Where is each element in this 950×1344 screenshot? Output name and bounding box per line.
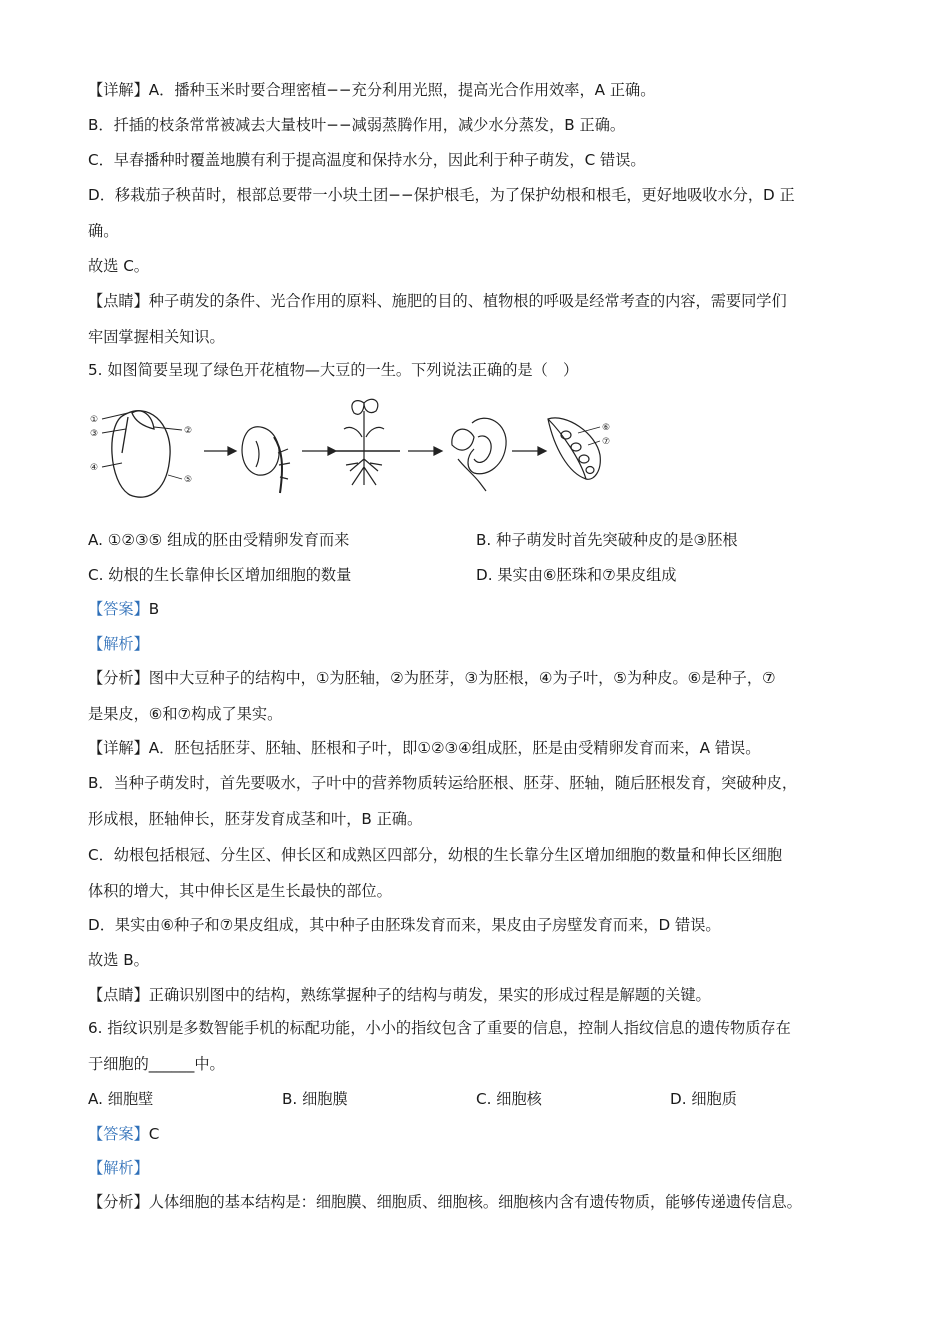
answer-label: 【答案】 [88, 600, 149, 618]
germinating-seed [242, 427, 290, 493]
arrow-2 [302, 447, 336, 455]
tip-5: 【点睛】正确识别图中的结构，熟练掌握种子的结构与萌发，果实的形成过程是解题的关键。 [88, 986, 711, 1004]
label-7: ⑦ [602, 437, 611, 447]
q6-option-d[interactable]: D. 细胞质 [670, 1090, 737, 1108]
tip-line-2: 牢固掌握相关知识。 [88, 328, 225, 346]
label-3: ③ [90, 429, 99, 439]
arrow-4 [512, 447, 546, 455]
detail-line-d-cont: 确。 [88, 222, 119, 240]
analysis-5-line-1: 【分析】图中大豆种子的结构中，①为胚轴，②为胚芽，③为胚根，④为子叶，⑤为种皮。⑥是种子，⑦ [88, 669, 776, 687]
question-6-line-2: 于细胞的______中。 [88, 1055, 225, 1073]
detail-5-b-cont: 形成根，胚轴伸长，胚芽发育成茎和叶，B 正确。 [88, 810, 423, 828]
detail-5-c: C．幼根包括根冠、分生区、伸长区和成熟区四部分，幼根的生长靠分生区增加细胞的数量和伸长区细胞 [88, 846, 783, 864]
analysis-header-6: 【解析】 [88, 1159, 149, 1177]
seedling [336, 399, 400, 485]
label-6: ⑥ [602, 423, 611, 433]
label-5: ⑤ [184, 475, 193, 485]
arrow-3 [408, 447, 442, 455]
choose-c: 故选 C。 [88, 257, 149, 275]
detail-5-d: D．果实由⑥种子和⑦果皮组成，其中种子由胚珠发育而来，果皮由子房壁发育而来，D 错误。 [88, 916, 721, 934]
analysis-5-line-2: 是果皮，⑥和⑦构成了果实。 [88, 705, 283, 723]
question-5: 5. 如图简要呈现了绿色开花植物—大豆的一生。下列说法正确的是（ ） [88, 361, 579, 379]
detail-line-c: C．早春播种时覆盖地膜有利于提高温度和保持水分，因此利于种子萌发，C 错误。 [88, 151, 646, 169]
question-6-line-1: 6. 指纹识别是多数智能手机的标配功能，小小的指纹包含了重要的信息，控制人指纹信息的遗传物质存在 [88, 1019, 791, 1037]
answer-5 [88, 599, 890, 619]
pod [548, 418, 600, 479]
flower [452, 418, 506, 491]
answer-value: C [148, 1125, 160, 1143]
label-2: ② [184, 426, 193, 436]
seed-diagram [112, 411, 170, 497]
answer-value: B [148, 600, 160, 618]
q5-option-a[interactable]: A. ①②③⑤ 组成的胚由受精卵发育而来 [88, 531, 350, 549]
answer-6 [88, 1124, 890, 1144]
detail-line-d: D．移栽茄子秧苗时，根部总要带一小块土团−−保护根毛，为了保护幼根和根毛，更好地吸收水分，D 正 [88, 186, 795, 204]
q5-option-d[interactable]: D. 果实由⑥胚珠和⑦果皮组成 [476, 566, 677, 584]
answer-label: 【答案】 [88, 1125, 149, 1143]
arrow-1 [204, 447, 236, 455]
tip-line-1: 【点睛】种子萌发的条件、光合作用的原料、施肥的目的、植物根的呼吸是经常考查的内容，需要同学们 [88, 292, 787, 310]
choose-b: 故选 B。 [88, 951, 149, 969]
soybean-lifecycle-figure [88, 393, 628, 503]
label-1: ① [90, 415, 99, 425]
q6-option-a[interactable]: A. 细胞壁 [88, 1090, 154, 1108]
q6-option-b[interactable]: B. 细胞膜 [282, 1090, 348, 1108]
detail-line-b: B．扦插的枝条常常被减去大量枝叶−−减弱蒸腾作用，减少水分蒸发，B 正确。 [88, 116, 626, 134]
q5-option-c[interactable]: C. 幼根的生长靠伸长区增加细胞的数量 [88, 566, 352, 584]
label-4: ④ [90, 463, 99, 473]
detail-5-b: B．当种子萌发时，首先要吸水，子叶中的营养物质转运给胚根、胚芽、胚轴，随后胚根发育，突破种皮， [88, 774, 798, 792]
detail-5-c-cont: 体积的增大，其中伸长区是生长最快的部位。 [88, 882, 392, 900]
q5-option-b[interactable]: B. 种子萌发时首先突破种皮的是③胚根 [476, 531, 738, 549]
detail-line-a: 【详解】A．播种玉米时要合理密植−−充分利用光照，提高光合作用效率，A 正确。 [88, 81, 656, 99]
q6-option-c[interactable]: C. 细胞核 [476, 1090, 542, 1108]
analysis-6: 【分析】人体细胞的基本结构是：细胞膜、细胞质、细胞核。细胞核内含有遗传物质，能够传递遗传信息。 [88, 1193, 802, 1211]
detail-5-a: 【详解】A．胚包括胚芽、胚轴、胚根和子叶，即①②③④组成胚，胚是由受精卵发育而来，A 错误。 [88, 739, 761, 757]
analysis-header-5: 【解析】 [88, 635, 149, 653]
